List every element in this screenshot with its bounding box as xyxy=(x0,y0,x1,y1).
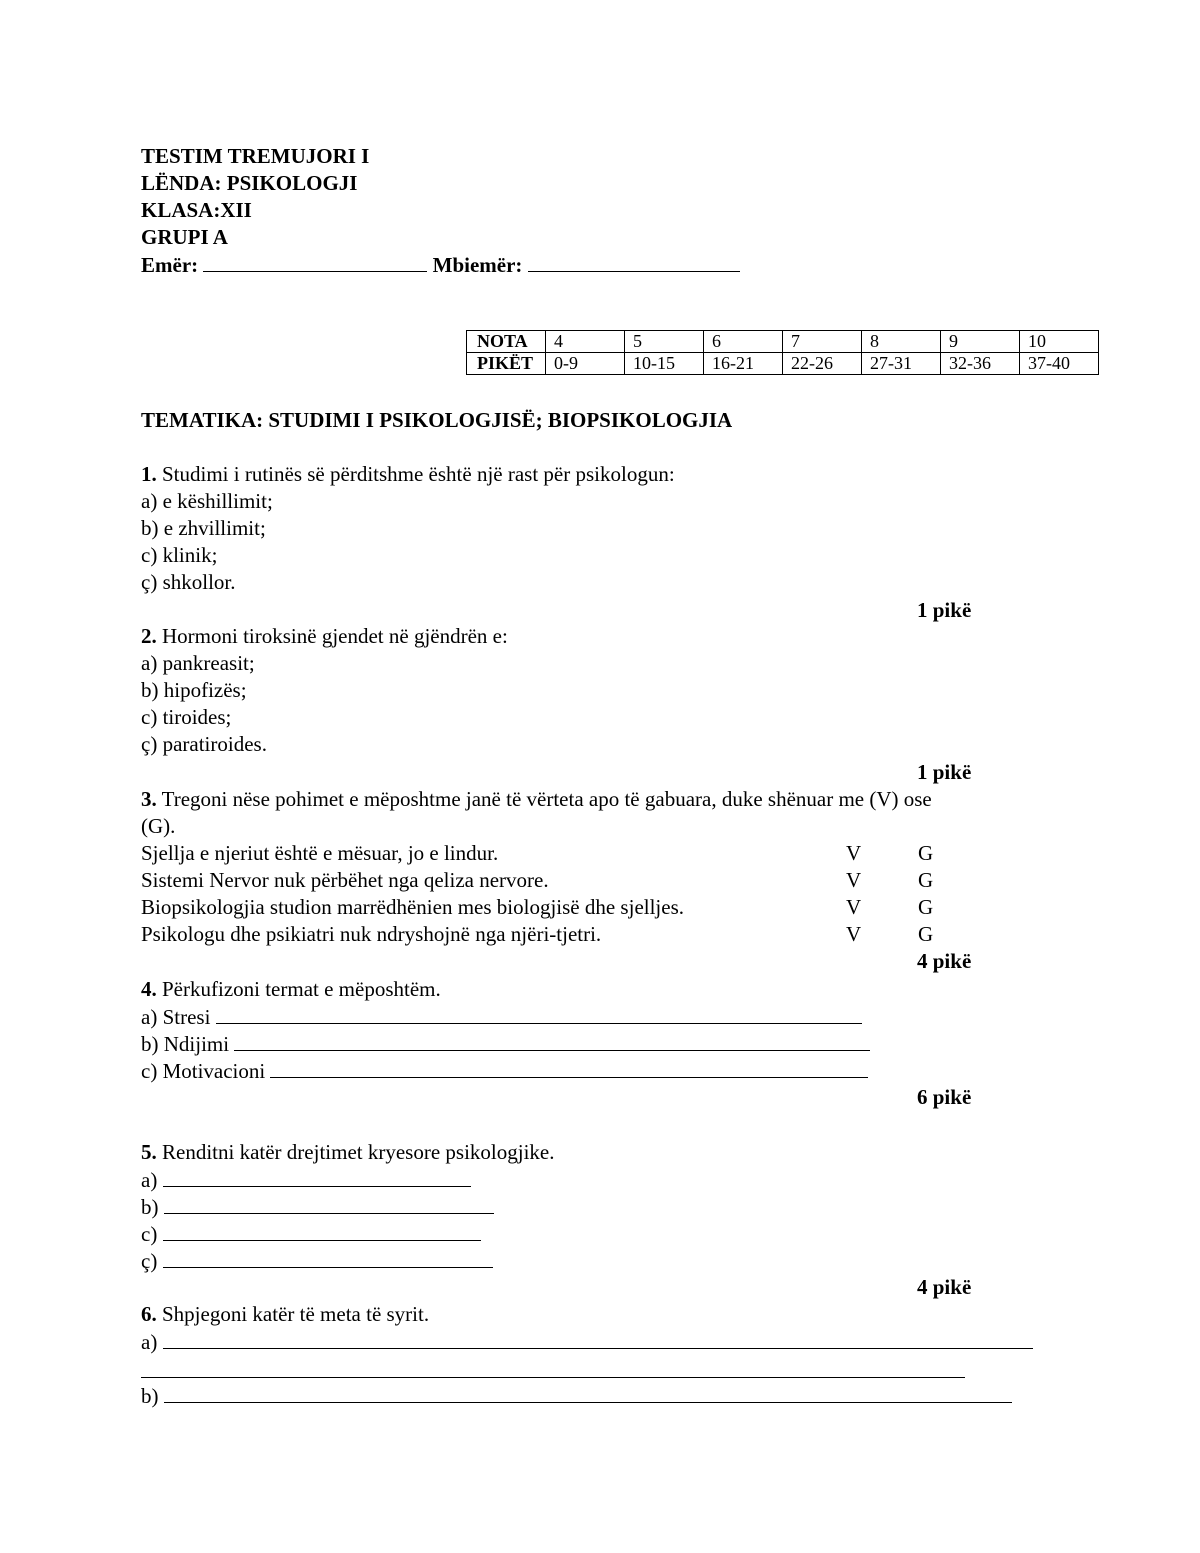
question-number: 1. xyxy=(141,462,157,486)
statement: Psikologu dhe psikiatri nuk ndryshojnë nga njëri-tjetri. xyxy=(141,922,602,946)
points-label: 1 pikë xyxy=(917,760,972,784)
term-label: a) Stresi xyxy=(141,1005,211,1029)
answer-field[interactable] xyxy=(270,1057,868,1078)
subject-label: LËNDA: PSIKOLOGJI xyxy=(141,171,358,195)
points-row xyxy=(467,353,1099,375)
false-option[interactable]: G xyxy=(918,895,934,919)
grade-row-label: NOTA xyxy=(467,331,546,353)
topic-heading: TEMATIKA: STUDIMI I PSIKOLOGJISË; BIOPSIKOLOGJIA xyxy=(141,408,733,432)
answer-field[interactable] xyxy=(216,1003,862,1024)
option[interactable]: c) tiroides; xyxy=(141,705,232,729)
item-label: b) xyxy=(141,1384,159,1408)
false-option[interactable]: G xyxy=(918,922,934,946)
question-4 xyxy=(141,976,441,1002)
list-row xyxy=(141,1193,494,1220)
surname-label: Mbiemër: xyxy=(432,253,523,277)
answer-field[interactable] xyxy=(163,1328,1033,1349)
grade-cell: 6 xyxy=(704,331,783,353)
grade-table xyxy=(466,330,1099,375)
question-number: 4. xyxy=(141,977,157,1001)
question-3 xyxy=(141,786,932,812)
option[interactable]: b) hipofizës; xyxy=(141,678,247,702)
grade-cell: 9 xyxy=(941,331,1020,353)
question-number: 2. xyxy=(141,624,157,648)
answer-field[interactable] xyxy=(164,1382,1012,1403)
name-label: Emër: xyxy=(141,253,199,277)
grade-cell: 7 xyxy=(783,331,862,353)
question-6 xyxy=(141,1301,429,1327)
question-number: 3. xyxy=(141,787,157,811)
answer-field[interactable] xyxy=(163,1220,481,1241)
item-label: a) xyxy=(141,1168,158,1192)
points-cell: 0-9 xyxy=(546,353,625,375)
item-label: c) xyxy=(141,1222,158,1246)
points-cell: 22-26 xyxy=(783,353,862,375)
points-cell: 16-21 xyxy=(704,353,783,375)
definition-row xyxy=(141,1057,868,1084)
statement: Biopsikologjia studion marrëdhënien mes biologjisë dhe sjelljes. xyxy=(141,895,685,919)
definition-row xyxy=(141,1003,862,1030)
name-row xyxy=(141,251,740,278)
question-5 xyxy=(141,1139,555,1165)
item-label: a) xyxy=(141,1330,158,1354)
list-row xyxy=(141,1328,1033,1355)
list-row xyxy=(141,1220,481,1247)
statement: Sistemi Nervor nuk përbëhet nga qeliza nervore. xyxy=(141,868,549,892)
grade-row xyxy=(467,331,1099,353)
question-text: Hormoni tiroksinë gjendet në gjëndrën e: xyxy=(162,624,508,648)
points-cell: 27-31 xyxy=(862,353,941,375)
list-row xyxy=(141,1382,1012,1409)
option[interactable]: a) e këshillimit; xyxy=(141,489,273,513)
points-label: 6 pikë xyxy=(917,1085,972,1109)
option[interactable]: b) e zhvillimit; xyxy=(141,516,266,540)
statement: Sjellja e njeriut është e mësuar, jo e lindur. xyxy=(141,841,499,865)
question-number: 5. xyxy=(141,1140,157,1164)
points-label: 4 pikë xyxy=(917,1275,972,1299)
grade-cell: 5 xyxy=(625,331,704,353)
definition-row xyxy=(141,1030,870,1057)
term-label: b) Ndijimi xyxy=(141,1032,230,1056)
option[interactable]: ç) shkollor. xyxy=(141,570,236,594)
false-option[interactable]: G xyxy=(918,841,934,865)
grade-cell: 10 xyxy=(1020,331,1099,353)
name-field[interactable] xyxy=(203,251,427,272)
option[interactable]: a) pankreasit; xyxy=(141,651,255,675)
points-cell: 10-15 xyxy=(625,353,704,375)
points-row-label: PIKËT xyxy=(467,353,546,375)
points-label: 4 pikë xyxy=(917,949,972,973)
item-label: b) xyxy=(141,1195,159,1219)
grade-cell: 8 xyxy=(862,331,941,353)
question-text: Tregoni nëse pohimet e mëposhtme janë të vërteta apo të gabuara, duke shënuar me (V) ose xyxy=(161,787,932,811)
question-2 xyxy=(141,623,508,649)
grade-cell: 4 xyxy=(546,331,625,353)
list-row xyxy=(141,1166,471,1193)
answer-line[interactable] xyxy=(141,1377,965,1378)
class-label: KLASA:XII xyxy=(141,198,252,222)
question-number: 6. xyxy=(141,1302,157,1326)
answer-field[interactable] xyxy=(163,1166,471,1187)
term-label: c) Motivacioni xyxy=(141,1059,266,1083)
test-title: TESTIM TREMUJORI I xyxy=(141,144,370,168)
points-cell: 32-36 xyxy=(941,353,1020,375)
option[interactable]: c) klinik; xyxy=(141,543,218,567)
false-option[interactable]: G xyxy=(918,868,934,892)
points-label: 1 pikë xyxy=(917,598,972,622)
question-text: Shpjegoni katër të meta të syrit. xyxy=(162,1302,430,1326)
group-label: GRUPI A xyxy=(141,225,228,249)
true-option[interactable]: V xyxy=(846,922,862,946)
points-cell: 37-40 xyxy=(1020,353,1099,375)
true-option[interactable]: V xyxy=(846,895,862,919)
question-text-continued: (G). xyxy=(141,814,176,838)
list-row xyxy=(141,1247,493,1274)
question-1 xyxy=(141,461,675,487)
answer-field[interactable] xyxy=(164,1193,494,1214)
true-option[interactable]: V xyxy=(846,841,862,865)
answer-field[interactable] xyxy=(163,1247,493,1268)
true-option[interactable]: V xyxy=(846,868,862,892)
answer-field[interactable] xyxy=(234,1030,870,1051)
surname-field[interactable] xyxy=(528,251,740,272)
item-label: ç) xyxy=(141,1249,158,1273)
question-text: Renditni katër drejtimet kryesore psikologjike. xyxy=(162,1140,555,1164)
option[interactable]: ç) paratiroides. xyxy=(141,732,267,756)
question-text: Përkufizoni termat e mëposhtëm. xyxy=(162,977,441,1001)
question-text: Studimi i rutinës së përditshme është një rast për psikologun: xyxy=(162,462,675,486)
